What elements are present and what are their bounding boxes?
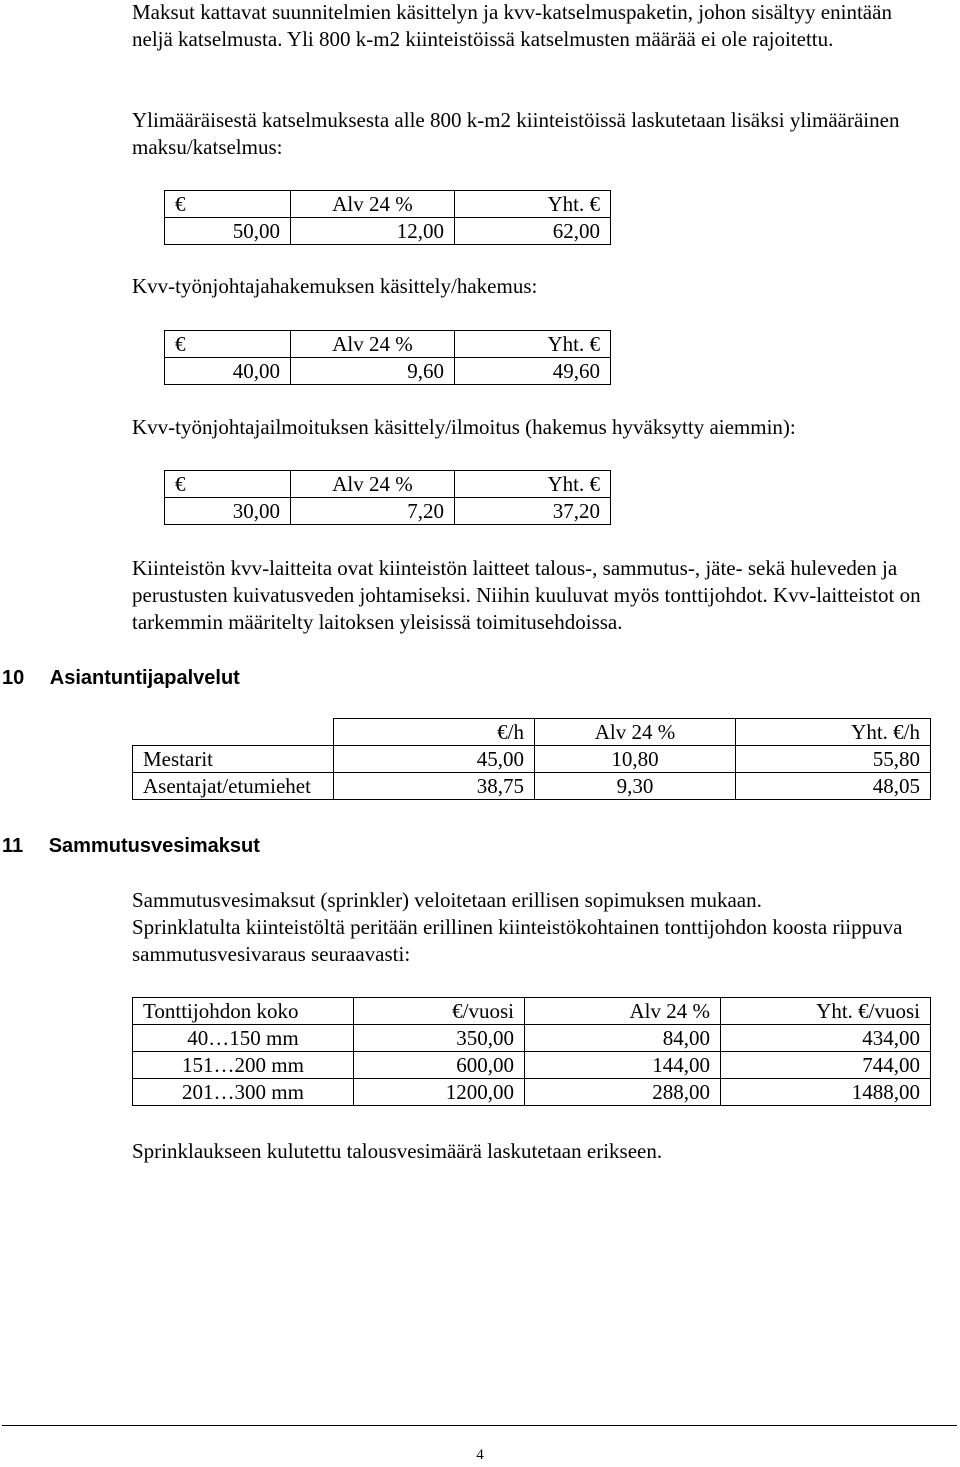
fee-table-notification: [164, 470, 611, 525]
table-cell: 1488,00: [721, 1079, 931, 1106]
table-cell: 62,00: [455, 218, 611, 245]
table-row: [165, 218, 611, 245]
table-cell: [133, 719, 334, 746]
intro-paragraph: Maksut kattavat suunnitelmien käsittelyn ja kvv-katselmuspaketin, johon sisältyy enintään neljä katselmusta. Yli 800 k-m2 kiinteistöissä katselmusten määrää ei ole rajoitettu.: [132, 0, 892, 51]
table-cell: 84,00: [525, 1025, 721, 1052]
table-cell: Tonttijohdon koko: [133, 998, 354, 1025]
table-cell: Alv 24 %: [291, 331, 455, 358]
table-cell: 38,75: [334, 773, 535, 800]
table-cell: 288,00: [525, 1079, 721, 1106]
table-cell: 9,60: [291, 358, 455, 385]
table-row: [133, 1052, 931, 1079]
table-cell: 50,00: [165, 218, 291, 245]
table-cell: 434,00: [721, 1025, 931, 1052]
table-cell: 151…200 mm: [133, 1052, 354, 1079]
table-cell: 144,00: [525, 1052, 721, 1079]
table-cell: €: [165, 191, 291, 218]
table-cell: 1200,00: [354, 1079, 525, 1106]
table-cell: 350,00: [354, 1025, 525, 1052]
table-cell: 7,20: [291, 498, 455, 525]
table-row: [165, 498, 611, 525]
table-cell: 9,30: [535, 773, 736, 800]
expert-services-table: [132, 718, 931, 800]
table-cell: Mestarit: [133, 746, 334, 773]
table-cell: 744,00: [721, 1052, 931, 1079]
kvv-devices-paragraph: Kiinteistön kvv-laitteita ovat kiinteistön laitteet talous-, sammutus-, jäte- sekä huleveden ja perustusten kuivatusveden johtamiseksi. Niihin kuuluvat myös tonttijohdot. Kvv-laitteistot on tarkemmin määritelty laitoksen yleisissä toimitusehdoissa.: [132, 556, 921, 634]
table-cell: Yht. €: [455, 471, 611, 498]
table-header-row: [165, 471, 611, 498]
table-cell: 40…150 mm: [133, 1025, 354, 1052]
table-cell: 37,20: [455, 498, 611, 525]
table-row: [133, 1079, 931, 1106]
table-header-row: [133, 998, 931, 1025]
table-cell: Alv 24 %: [525, 998, 721, 1025]
section-heading-11: 11 Sammutusvesimaksut: [2, 835, 260, 857]
extra-inspection-paragraph: Ylimääräisestä katselmuksesta alle 800 k-m2 kiinteistöissä laskutetaan lisäksi ylimääräinen maksu/katselmus:: [132, 108, 900, 159]
table-cell: Asentajat/etumiehet: [133, 773, 334, 800]
table-cell: 10,80: [535, 746, 736, 773]
table-cell: €/vuosi: [354, 998, 525, 1025]
sprinkler-paragraph-2: Sprinklatulta kiinteistöltä peritään erillinen kiinteistökohtainen tonttijohdon koosta riippuva sammutusvesivaraus seuraavasti:: [132, 915, 903, 966]
table-cell: 30,00: [165, 498, 291, 525]
table-cell: Yht. €: [455, 331, 611, 358]
table-cell: 12,00: [291, 218, 455, 245]
sprinkler-reservation-table: [132, 997, 931, 1106]
table-cell: 45,00: [334, 746, 535, 773]
application-label: Kvv-työnjohtajahakemuksen käsittely/hakemus:: [132, 274, 538, 298]
table-row: [133, 773, 931, 800]
table-cell: Alv 24 %: [291, 471, 455, 498]
footer-divider: [2, 1425, 957, 1426]
table-cell: 49,60: [455, 358, 611, 385]
section-heading-10: 10 Asiantuntijapalvelut: [2, 667, 240, 689]
table-cell: 201…300 mm: [133, 1079, 354, 1106]
table-row: [133, 1025, 931, 1052]
table-cell: Yht. €/vuosi: [721, 998, 931, 1025]
table-cell: Yht. €/h: [736, 719, 931, 746]
page-number: 4: [476, 1447, 484, 1463]
table-header-row: [165, 331, 611, 358]
table-cell: Alv 24 %: [535, 719, 736, 746]
table-cell: 48,05: [736, 773, 931, 800]
notification-label: Kvv-työnjohtajailmoituksen käsittely/ilmoitus (hakemus hyväksytty aiemmin):: [132, 415, 796, 439]
table-cell: Alv 24 %: [291, 191, 455, 218]
table-row: [165, 358, 611, 385]
table-cell: 600,00: [354, 1052, 525, 1079]
fee-table-application: [164, 330, 611, 385]
table-row: [133, 746, 931, 773]
fee-table-inspection: [164, 190, 611, 245]
table-cell: €: [165, 471, 291, 498]
table-cell: €: [165, 331, 291, 358]
table-cell: €/h: [334, 719, 535, 746]
table-cell: 40,00: [165, 358, 291, 385]
table-header-row: [133, 719, 931, 746]
table-cell: Yht. €: [455, 191, 611, 218]
closing-paragraph: Sprinklaukseen kulutettu talousvesimäärä laskutetaan erikseen.: [132, 1139, 663, 1163]
sprinkler-paragraph-1: Sammutusvesimaksut (sprinkler) veloitetaan erillisen sopimuksen mukaan.: [132, 888, 762, 912]
table-header-row: [165, 191, 611, 218]
table-cell: 55,80: [736, 746, 931, 773]
